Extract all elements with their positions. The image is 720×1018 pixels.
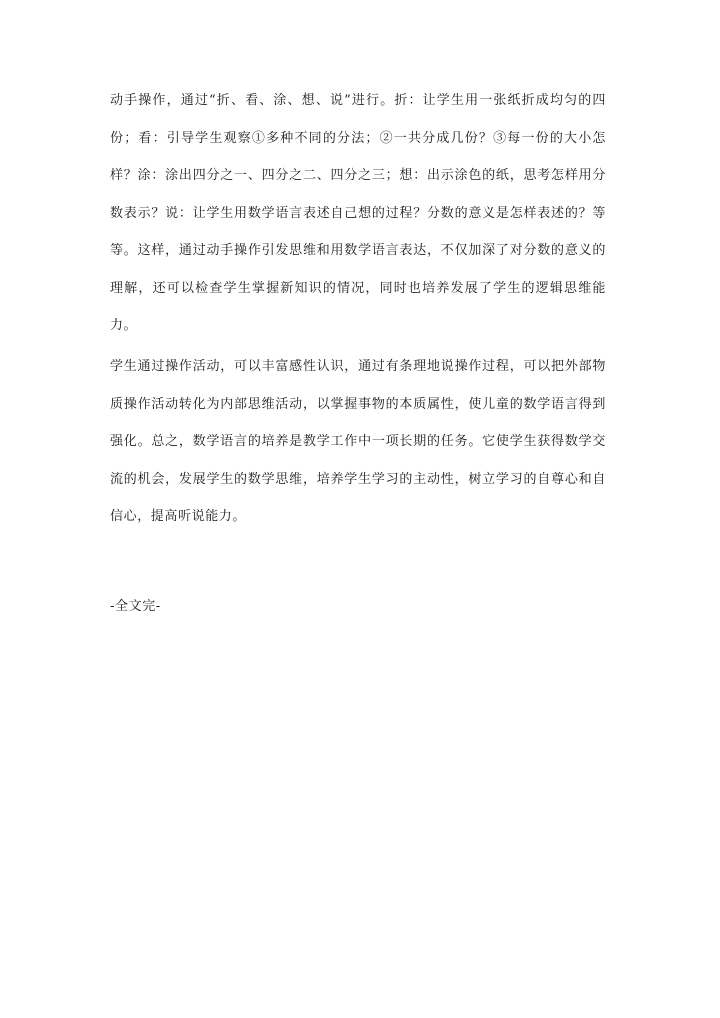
body-paragraph-1: 动手操作，通过“折、看、涂、想、说”进行。折：让学生用一张纸折成均匀的四份；看：引导学生观察①多种不同的分法；②一共分成几份？③每一份的大小怎样？涂：涂出四分之一、四分之二、四分之三；想：出示涂色的纸，思考怎样用分数表示？说：让学生用数学语言表述自己想的过程？分数的意义是怎样表述的？等等。这样，通过动手操作引发思维和用数学语言表达，不仅加深了对分数的意义的理解，还可以检查学生掌握新知识的情况，同时也培养发展了学生的逻辑思维能力。 [110, 93, 606, 333]
end-of-document-mark: -全文完- [110, 599, 161, 614]
body-paragraph-2: 学生通过操作活动，可以丰富感性认识，通过有条理地说操作过程，可以把外部物质操作活动转化为内部思维活动，以掌握事物的本质属性，使儿童的数学语言得到强化。总之，数学语言的培养是教学工作中一项长期的任务。它使学生获得数学交流的机会，发展学生的数学思维，培养学生学习的主动性，树立学习的自尊心和自信心，提高听说能力。 [110, 359, 606, 524]
